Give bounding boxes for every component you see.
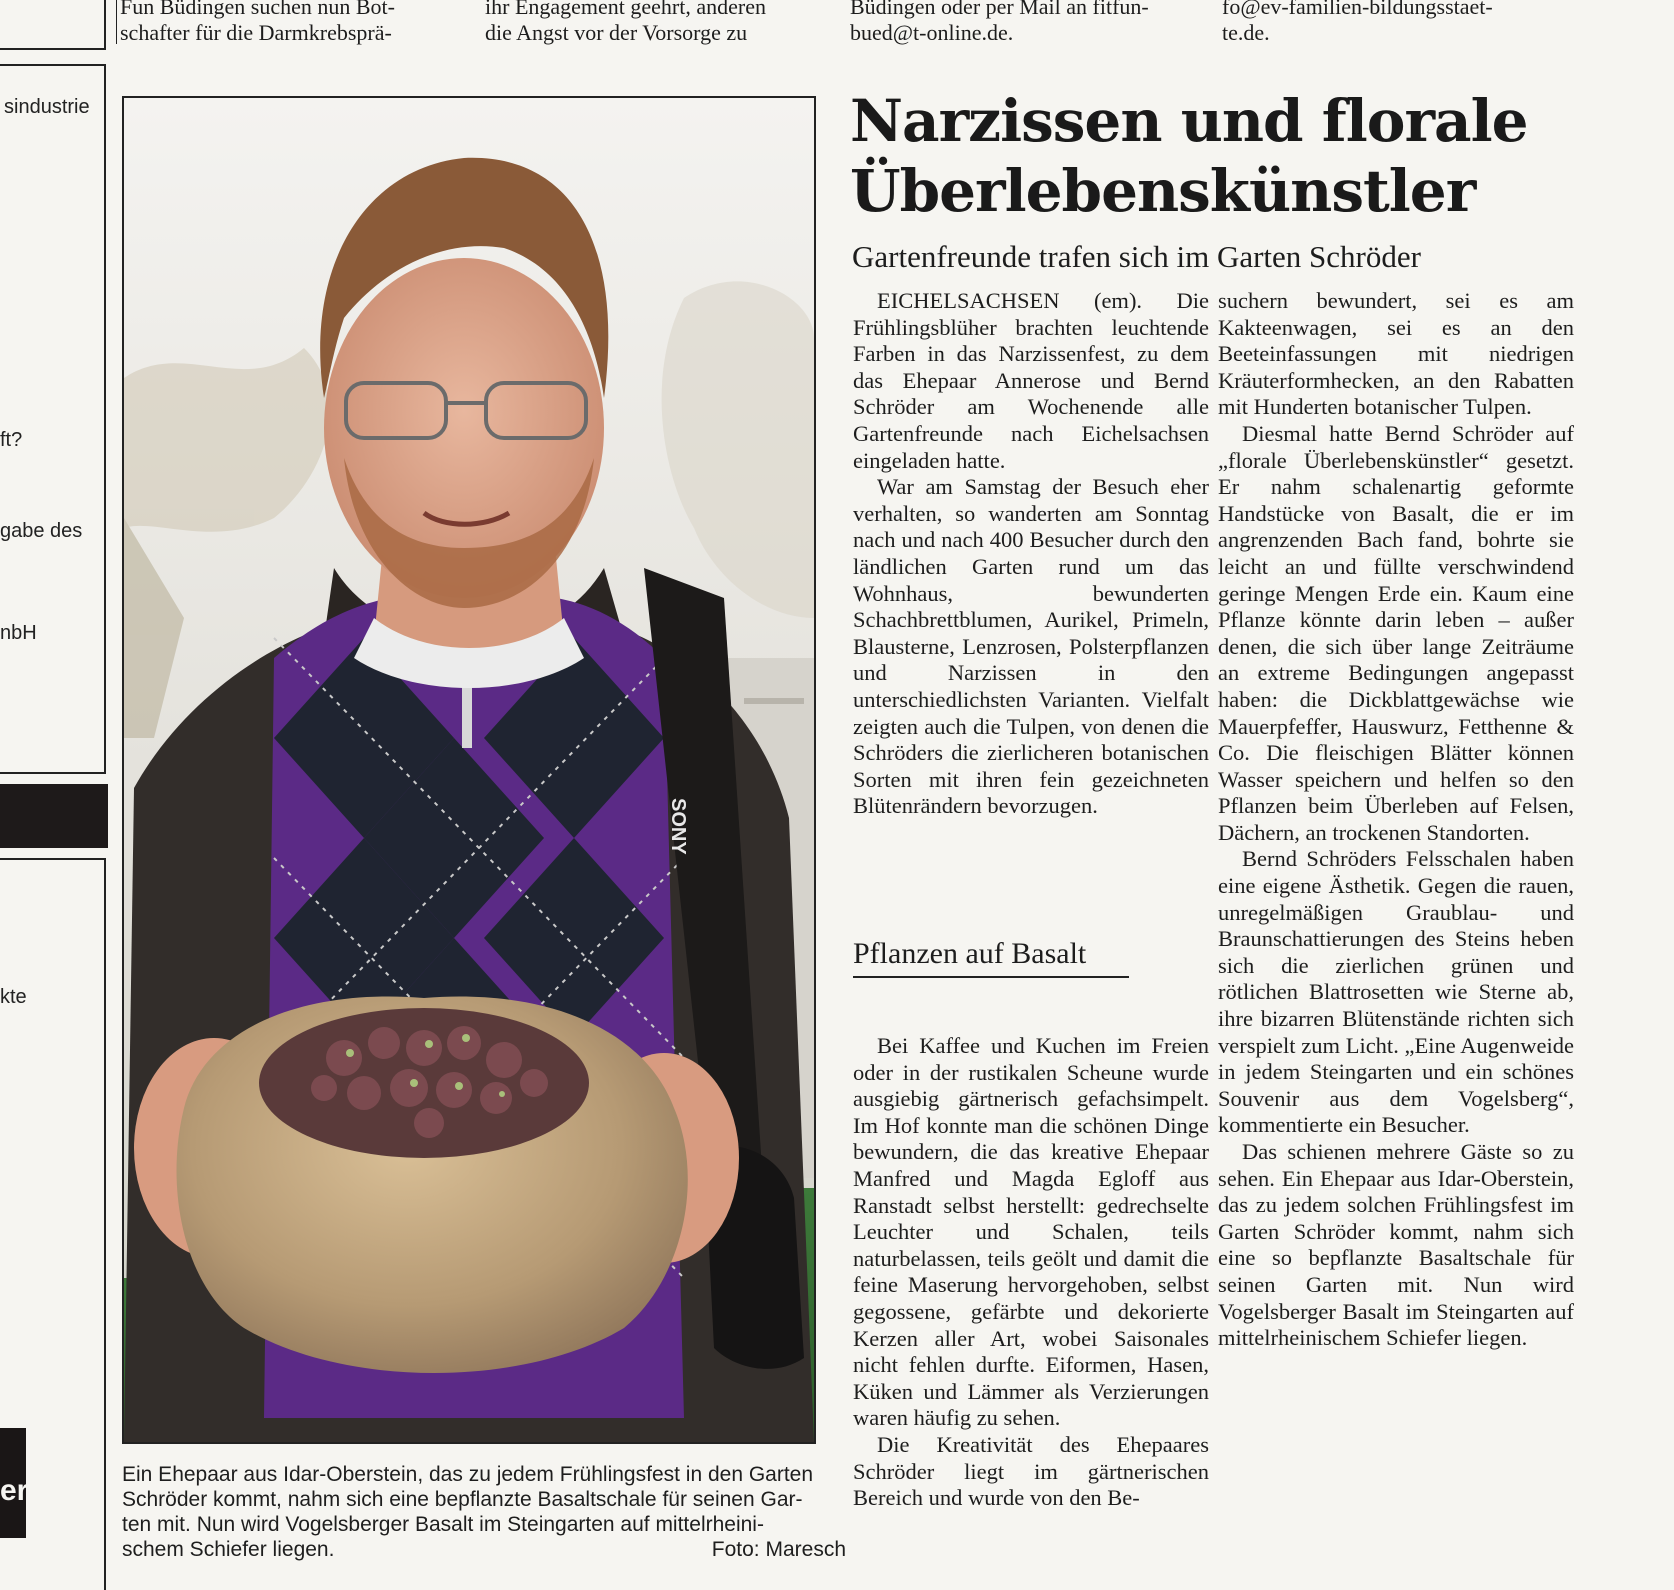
column-rule-top bbox=[116, 0, 117, 44]
paragraph-survivors: Diesmal hatte Bernd Schröder auf „florale Überlebenskünstler“ gesetzt. Er nahm schalenartig geformte Handstücke von Basalt, die er im angrenzenden Bach fand, bohrte sie leicht an und füllte verschwindend geringe Mengen Erde ein. Kaum eine Pflanze könnte darin leben – außer denen, die sich über lange Zeiträume an extreme Bedingungen angepasst haben: die Dickblattgewächse wie Mauerpfeffer, Hauswurz, Fetthenne & Co. Die fleischigen Blätter können Wasser speichern und helfen so den Pflanzen beim Überleben auf Felsen, Dächern, an trockenen Standorten. bbox=[1218, 420, 1574, 845]
caption-line-2: Schröder kommt, nahm sich eine bepflanzte Basaltschale für seinen Gar- bbox=[122, 1488, 803, 1511]
left-fragment-2: ft? bbox=[0, 429, 23, 451]
section-subheading bbox=[853, 936, 1129, 978]
headline-line-2: Überlebenskünstler bbox=[850, 157, 1476, 225]
article-headline bbox=[850, 86, 1650, 226]
prev-article-col4 bbox=[1222, 0, 1582, 46]
article-photo bbox=[122, 96, 816, 1444]
left-box-main bbox=[0, 64, 106, 774]
subheading-text: Pflanzen auf Basalt bbox=[853, 937, 1087, 970]
prev-article-col3 bbox=[850, 0, 1210, 46]
left-fragment-5: kte bbox=[0, 986, 27, 1008]
photo-credit: Foto: Maresch bbox=[711, 1538, 846, 1561]
article-column-a-part2 bbox=[853, 1033, 1209, 1512]
prev-col2-line1: ihr Engagement geehrt, anderen bbox=[485, 0, 766, 19]
prev-col3-line2: bued@t-online.de. bbox=[850, 20, 1014, 45]
prev-col4-line1: fo@ev-familien-bildungsstaet- bbox=[1222, 0, 1493, 19]
paragraph-intro: EICHELSACHSEN (em). Die Frühlingsblüher brachten leuchtende Farben in das Narzissenfest, zu dem das Ehepaar Annerose und Bernd Schröder am Wochenende alle Gartenfreunde nach Eichelsachsen eingeladen hatte. bbox=[853, 288, 1209, 473]
paragraph-aesthetics: Bernd Schröders Felsschalen haben eine eigene Ästhetik. Gegen die rauen, unregelmäßigen Graublau- und Braunschattierungen des Steins heben sich die zierlichen grünen und rötlichen Blattrosetten wie Sterne ab, ihre bizarren Blütenstände richten sich verspielt zum Licht. „Eine Augenweide in jedem Steingarten und ein schönes Souvenir aus dem Vogelsberg“, kommentierte ein Besucher. bbox=[1218, 846, 1574, 1138]
left-fragment-1: sindustrie bbox=[4, 96, 90, 118]
prev-col2-line2: die Angst vor der Vorsorge zu bbox=[485, 20, 748, 45]
paragraph-coffee: Bei Kaffee und Kuchen im Freien oder in der rustikalen Scheune wurde ausgiebig gärtnerisch gefachsimpelt. Im Hof konnte man die schönen Dinge bewundern, die das kreative Ehepaar Manfred und Magda Egloff aus Ranstadt selbst herstellt: gedrechselte Leuchter und Schalen, teils naturbelassen, teils geölt und damit die feine Maserung hervorgehoben, selbst gegossene, gefärbte und dekorierte Kerzen aller Art, wobei Saisonales nicht fehlen durfte. Eiformen, Hasen, Küken und Lämmer als Verzierungen waren häufig zu sehen. bbox=[853, 1033, 1209, 1431]
paragraph-guests: Das schienen mehrere Gäste so zu sehen. Ein Ehepaar aus Idar-Oberstein, das zu jedem solchen Frühlingsfest im Garten Schröder kommt, nahm sich eine so bepflanzte Basaltschale für seinen Garten mit. Nun wird Vogelsberger Basalt im Steingarten auf mittelrheinischem Schiefer liegen. bbox=[1218, 1139, 1574, 1351]
left-fragment-3: gabe des bbox=[0, 520, 83, 542]
left-fragment-6: er bbox=[0, 1474, 29, 1507]
prev-col3-line1: Büdingen oder per Mail an fitfun- bbox=[850, 0, 1149, 19]
headline-line-1: Narzissen und florale bbox=[850, 87, 1528, 155]
photo-illustration bbox=[124, 98, 814, 1442]
camera-brand-label: SONY bbox=[667, 798, 689, 855]
article-subheadline: Gartenfreunde trafen sich im Garten Schröder bbox=[852, 239, 1421, 274]
left-fragment-4: nbH bbox=[0, 622, 37, 644]
paragraph-visitors: War am Samstag der Besuch eher verhalten, so wanderten am Sonntag nach und nach 400 Besucher durch den ländlichen Garten rund um das Wohnhaus, bewunderten Schachbrettblumen, Aurikel, Primeln, Blausterne, Lenzrosen, Polsterpflanzen und Narzissen in den unterschiedlichsten Varianten. Vielfalt zeigten auch die Tulpen, von denen die Schröders die zierlicheren botanischen Sorten mit ihren fein gezeichneten Blütenrändern bevorzugen. bbox=[853, 474, 1209, 819]
caption-line-3: ten mit. Nun wird Vogelsberger Basalt im Steingarten auf mittelrheini- bbox=[122, 1513, 764, 1536]
article-column-a-part1 bbox=[853, 288, 1209, 820]
paragraph-creativity: Die Kreativität des Ehepaares Schröder liegt im gärtnerischen Bereich und wurde von den Be- bbox=[853, 1431, 1209, 1511]
left-dark-band bbox=[0, 784, 108, 848]
prev-col4-line2: te.de. bbox=[1222, 20, 1270, 45]
paragraph-cactus: suchern bewundert, sei es am Kakteenwagen, sei es an den Beeteinfassungen mit niedrigen Kräuterformhecken, an den Rabatten mit Hunderten botanischer Tulpen. bbox=[1218, 288, 1574, 420]
article-column-b bbox=[1218, 288, 1574, 1352]
left-box-top bbox=[0, 0, 106, 50]
caption-line-1: Ein Ehepaar aus Idar-Oberstein, das zu jedem Frühlingsfest in den Garten bbox=[122, 1463, 814, 1486]
caption-line-4: schem Schiefer liegen. bbox=[122, 1538, 335, 1561]
prev-col1-line1: Fun Büdingen suchen nun Bot- bbox=[120, 0, 395, 19]
photo-caption bbox=[122, 1462, 848, 1562]
prev-article-col2 bbox=[485, 0, 845, 46]
prev-col1-line2: schafter für die Darmkrebsprä- bbox=[120, 20, 392, 45]
prev-article-col1 bbox=[120, 0, 410, 46]
